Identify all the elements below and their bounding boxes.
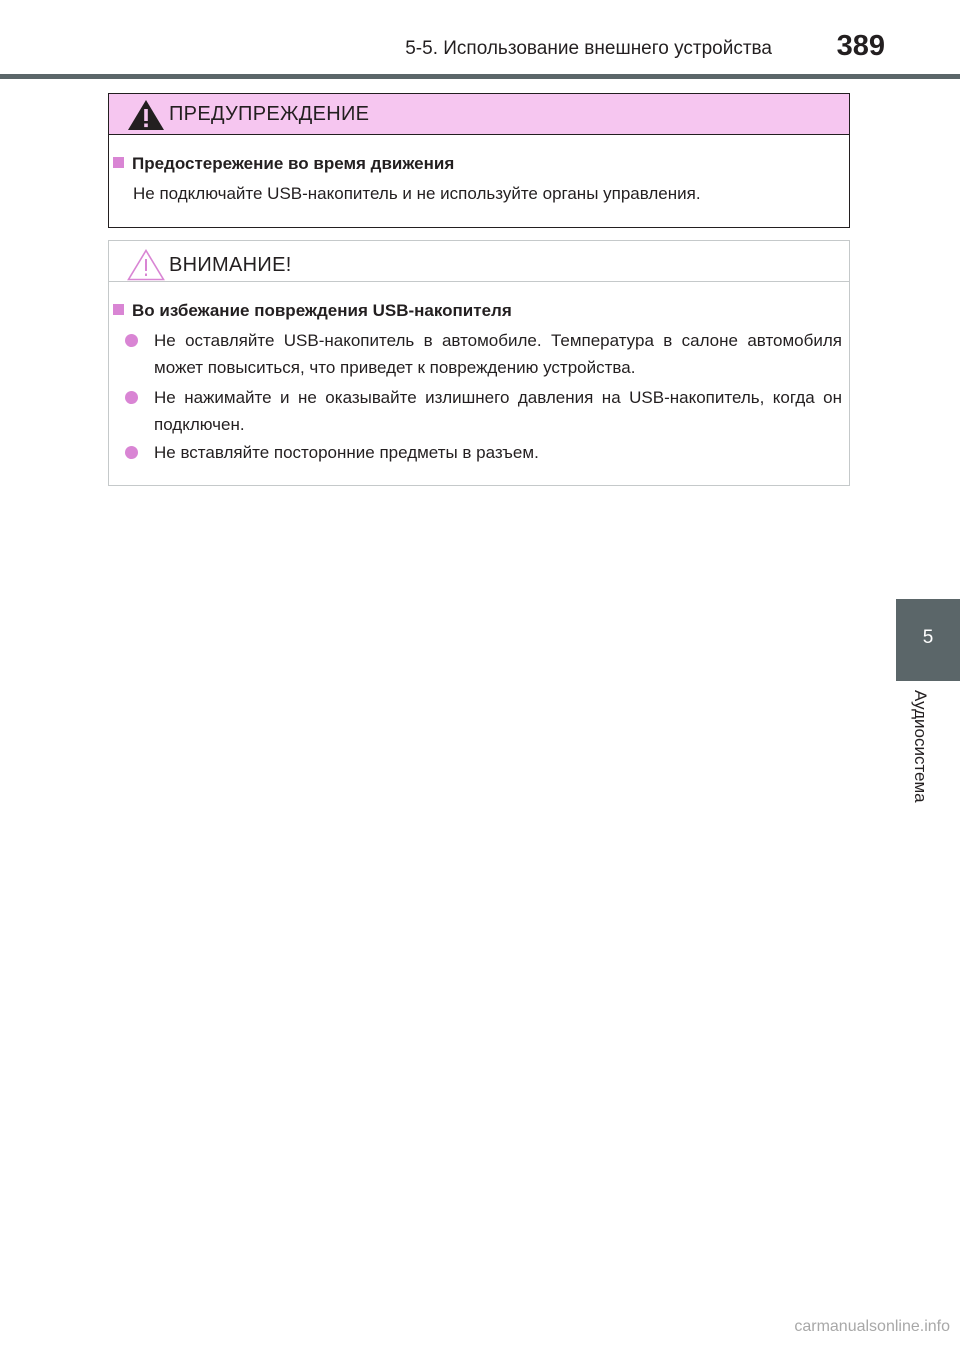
list-item <box>125 384 842 438</box>
warning-box <box>108 93 850 228</box>
list-item-text: Не вставляйте посторонние предметы в разъем. <box>154 443 539 462</box>
page-number: 389 <box>836 30 885 62</box>
square-bullet-icon <box>113 304 124 315</box>
section-title: 5-5. Использование внешнего устройства <box>405 38 772 59</box>
chapter-label: Аудиосистема <box>911 690 930 803</box>
list-item-text: Не нажимайте и не оказывайте излишнего давления на USB-накопитель, когда он подключен. <box>154 388 842 434</box>
list-item-text: Не оставляйте USB-накопитель в автомобиле. Температура в салоне автомобиля может повыситься, что приведет к повреждению устройства. <box>154 331 842 377</box>
caution-triangle-icon <box>127 249 165 281</box>
warning-box-title: ПРЕДУПРЕЖДЕНИЕ <box>169 103 370 125</box>
warning-section-heading <box>113 154 454 174</box>
bullet-dot-icon <box>125 334 138 347</box>
caution-box <box>108 240 850 486</box>
chapter-tab <box>896 599 960 681</box>
warning-heading-text: Предостережение во время движения <box>132 154 455 173</box>
list-item <box>125 439 842 466</box>
footer-watermark: carmanualsonline.info <box>794 1318 950 1335</box>
warning-body-text: Не подключайте USB-накопитель и не используйте органы управления. <box>133 184 701 203</box>
warning-triangle-icon <box>127 99 165 131</box>
warning-box-header <box>109 94 849 135</box>
caution-section-heading <box>113 301 512 321</box>
caution-heading-text: Во избежание повреждения USB-накопителя <box>132 301 512 320</box>
chapter-number: 5 <box>922 627 934 648</box>
bullet-dot-icon <box>125 391 138 404</box>
caution-box-header <box>109 241 849 282</box>
bullet-dot-icon <box>125 446 138 459</box>
list-item <box>125 327 842 381</box>
caution-box-title: ВНИМАНИЕ! <box>169 254 292 276</box>
square-bullet-icon <box>113 157 124 168</box>
header-divider <box>0 74 960 79</box>
